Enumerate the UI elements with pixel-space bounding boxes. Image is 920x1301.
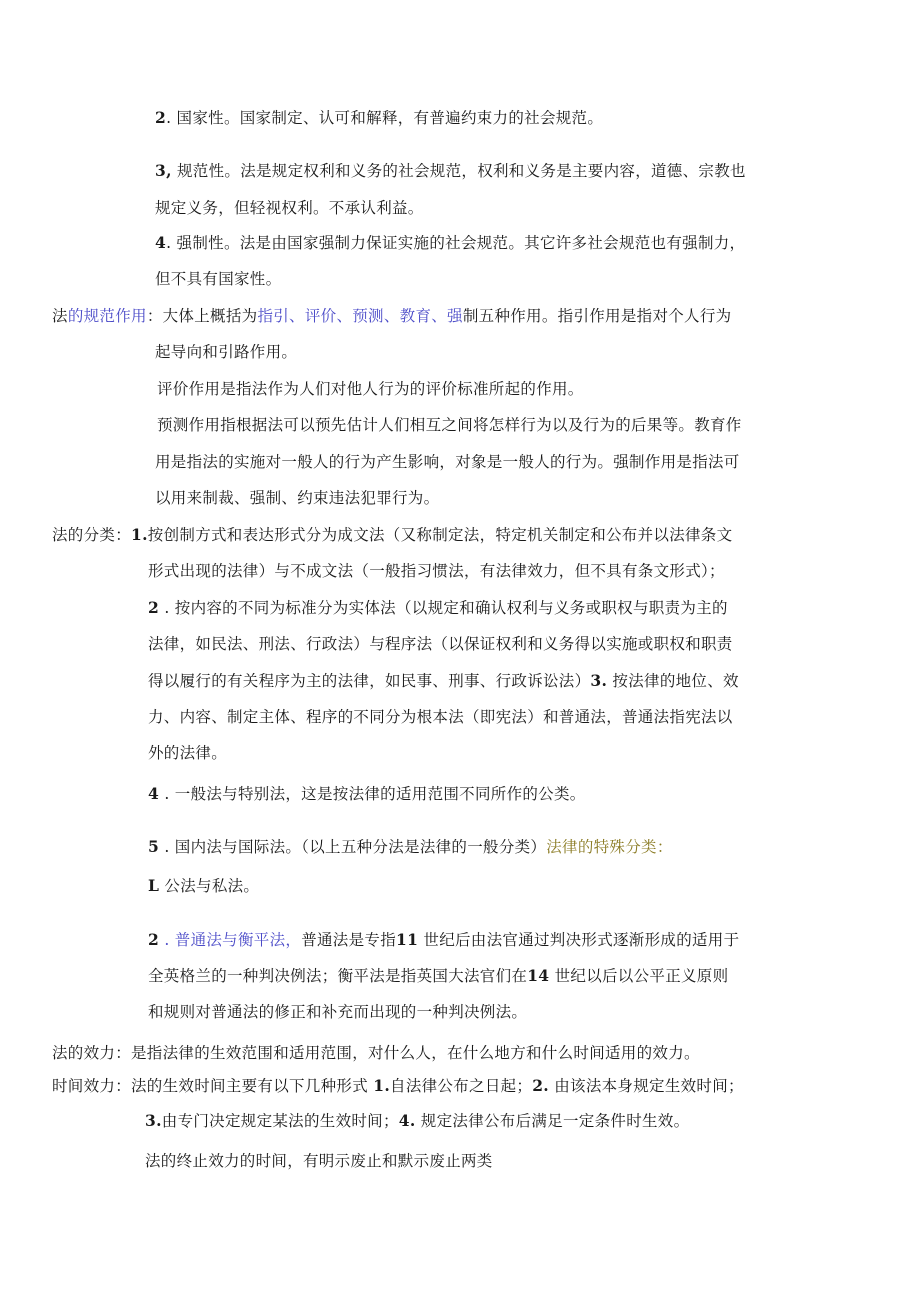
paragraph-line: 用是指法的实施对一般人的行为产生影响，对象是一般人的行为。强制作用是指法可 xyxy=(155,453,740,471)
paragraph-line: 法的终止效力的时间，有明示废止和默示废止两类 xyxy=(145,1152,493,1170)
paragraph-line: 形式出现的法律）与不成文法（一般指习惯法，有法律效力，但不具有条文形式）； xyxy=(148,562,725,580)
paragraph-line: 但不具有国家性。 xyxy=(155,270,282,288)
paragraph-line: 评价作用是指法作为人们对他人行为的评价标准所起的作用。 xyxy=(157,380,584,398)
paragraph-line: 得以履行的有关程序为主的法律，如民事、刑事、行政诉讼法）3. 按法律的地位、效 xyxy=(148,671,739,690)
paragraph-line: 2. 国家性。国家制定、认可和解释，有普遍约束力的社会规范。 xyxy=(155,108,604,127)
paragraph-line: 规定义务，但轻视权利。不承认利益。 xyxy=(155,199,424,217)
paragraph-line: 力、内容、制定主体、程序的不同分为根本法（即宪法）和普通法，普通法指宪法以 xyxy=(148,708,733,726)
paragraph-line: 法律，如民法、刑法、行政法）与程序法（以保证权利和义务得以实施或职权和职责 xyxy=(148,635,733,653)
paragraph-line: 2 . 按内容的不同为标准分为实体法（以规定和确认权利与义务或职权与职责为主的 xyxy=(148,598,728,617)
paragraph-line: 2 . 普通法与衡平法，普通法是专指11 世纪后由法官通过判决形式逐渐形成的适用于 xyxy=(148,930,740,949)
paragraph-line: 3, 规范性。法是规定权利和义务的社会规范，权利和义务是主要内容，道德、宗教也 xyxy=(155,161,746,180)
paragraph-line: 时间效力：法的生效时间主要有以下几种形式 1.自法律公布之日起；2. 由该法本身规定生效时间； xyxy=(52,1076,744,1095)
paragraph-line: 4 . 一般法与特别法，这是按法律的适用范围不同所作的公类。 xyxy=(148,784,586,803)
paragraph-line: 法的分类：1.按创制方式和表达形式分为成文法（又称制定法，特定机关制定和公布并以法律条文 xyxy=(52,525,733,544)
paragraph-line: 起导向和引路作用。 xyxy=(155,343,298,361)
paragraph-line: 以用来制裁、强制、约束违法犯罪行为。 xyxy=(155,489,440,507)
paragraph-line: 5 . 国内法与国际法。（以上五种分法是法律的一般分类）法律的特殊分类： xyxy=(148,837,673,856)
term-highlight: 的规范作用 xyxy=(67,307,147,325)
paragraph-line: 和规则对普通法的修正和补充而出现的一种判决例法。 xyxy=(148,1003,528,1021)
term-highlight: 指引、评价、预测、教育、强 xyxy=(257,307,463,325)
paragraph-line: 4. 强制性。法是由国家强制力保证实施的社会规范。其它许多社会规范也有强制力， xyxy=(155,233,746,252)
paragraph-line: 法的规范作用：大体上概括为指引、评价、预测、教育、强制五种作用。指引作用是指对个人行为 xyxy=(52,307,732,325)
paragraph-line: 法的效力：是指法律的生效范围和适用范围，对什么人，在什么地方和什么时间适用的效力。 xyxy=(52,1044,700,1062)
term-highlight: . 普通法与衡平法， xyxy=(159,931,302,949)
paragraph-line: L 公法与私法。 xyxy=(148,876,260,895)
paragraph-line: 全英格兰的一种判决例法；衡平法是指英国大法官们在14 世纪以后以公平正义原则 xyxy=(148,966,729,985)
paragraph-line: 外的法律。 xyxy=(148,744,228,762)
paragraph-line: 3.由专门决定规定某法的生效时间；4. 规定法律公布后满足一定条件时生效。 xyxy=(145,1111,690,1130)
term-highlight: 法律的特殊分类： xyxy=(546,838,673,856)
paragraph-line: 预测作用指根据法可以预先估计人们相互之间将怎样行为以及行为的后果等。教育作 xyxy=(157,416,742,434)
